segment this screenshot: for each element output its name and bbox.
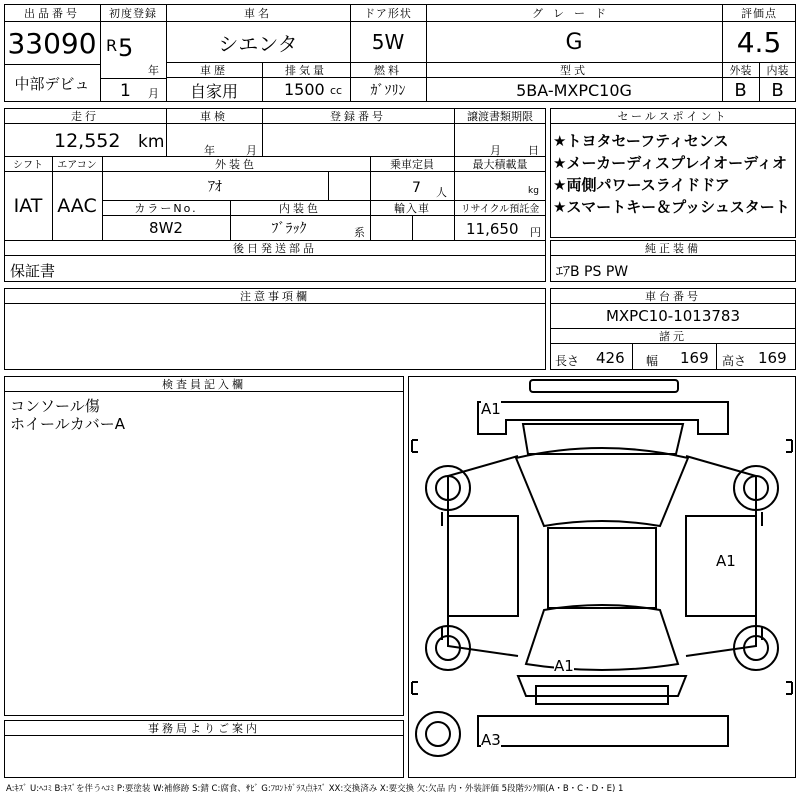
office-label: 事務局よりご案内 (4, 720, 404, 736)
recycle-unit: 円 (530, 226, 541, 239)
ext-label: 外装 (722, 62, 759, 78)
mileage-label: 走行 (4, 108, 166, 124)
reg-month-unit: 月 (148, 87, 159, 100)
car-name: シエンタ (218, 31, 298, 56)
capacity-label: 乗車定員 (370, 156, 454, 172)
equipment-value: ｴｱB PS PW (556, 264, 629, 280)
shift: IAT (13, 195, 43, 217)
score: 4.5 (736, 25, 782, 59)
width-label: 幅 (646, 354, 659, 368)
max-load-label: 最大積載量 (454, 156, 546, 172)
ext-grade: B (734, 79, 747, 101)
int-grade: B (771, 79, 784, 101)
sales-point-item: ★メーカーディスプレイオーディオ (553, 154, 787, 172)
lot-number: 33090 (7, 26, 97, 60)
int-color-unit: 系 (354, 226, 365, 239)
int-color: ﾌﾞﾗｯｸ (271, 221, 307, 237)
score-label: 評価点 (722, 4, 796, 22)
inspector-line: コンソール傷 (10, 397, 100, 415)
door-label: ドア形状 (350, 4, 426, 22)
sales-point-item: ★両側パワースライドドア (553, 176, 730, 194)
sales-point-item: ★トヨタセーフティセンス (553, 132, 729, 150)
chassis-number: MXPC10-1013783 (605, 307, 741, 325)
grade: G (565, 29, 583, 55)
model-label: 型式 (426, 62, 722, 78)
lot-label: 出品番号 (4, 4, 100, 22)
color-no: 8W2 (149, 219, 183, 237)
reg-year-unit: 年 (148, 64, 159, 77)
transfer-label: 譲渡書類期限 (454, 108, 546, 124)
length-label: 長さ (555, 354, 580, 368)
recycle-label: リサイクル預託金 (454, 200, 546, 216)
height-value: 169 (758, 349, 787, 367)
sales-points-box (550, 108, 796, 238)
car-name-label: 車名 (166, 4, 350, 22)
displacement: 1500 (284, 80, 325, 99)
inspection-label: 車検 (166, 108, 262, 124)
displacement-unit: cc (330, 84, 343, 97)
ac-label: エアコン (52, 156, 102, 172)
reg-no-label: 登録番号 (262, 108, 454, 124)
recycle: 11,650 (466, 220, 519, 238)
damage-mark: A1 (481, 400, 501, 418)
ext-color: ｱｵ (208, 179, 222, 195)
shift-label: シフト (4, 156, 52, 172)
transfer-day-unit: 日 (528, 144, 539, 157)
width-value: 169 (680, 349, 709, 367)
equipment-label: 純正装備 (550, 240, 796, 256)
import-label: 輸入車 (370, 200, 454, 216)
mileage: 12,552 (54, 130, 121, 152)
sales-point-item: ★スマートキー＆プッシュスタート (553, 198, 790, 216)
sales-points-label: セールスポイント (550, 108, 796, 124)
reg-month: 1 (120, 81, 131, 101)
inspection-year-unit: 年 (204, 144, 215, 157)
length-value: 426 (596, 349, 625, 367)
model: 5BA-MXPC10G (516, 80, 632, 100)
displacement-label: 排気量 (262, 62, 350, 78)
dims-label: 諸元 (550, 328, 796, 344)
ac: AAC (57, 195, 97, 217)
transfer-month-unit: 月 (490, 144, 501, 157)
reg-label: 初度登録 (100, 4, 166, 22)
debut-text: 中部デビュ (14, 74, 90, 93)
reg-era: R (106, 36, 118, 55)
car-diagram (408, 376, 796, 778)
notes-label: 注意事項欄 (4, 288, 546, 304)
capacity: 7 (412, 180, 421, 196)
height-label: 高さ (722, 354, 747, 368)
history-label: 車歴 (166, 62, 262, 78)
max-load-unit: kg (528, 186, 539, 196)
history: 自家用 (189, 81, 238, 101)
fuel-label: 燃料 (350, 62, 426, 78)
inspector-label: 検査員記入欄 (4, 376, 404, 392)
legend-text: A:ｷｽﾞ U:ﾍｺﾐ B:ｷｽﾞを伴うﾍｺﾐ P:要塗装 W:補修跡 S:錆 C:腐食、ｻﾋﾞ G:ﾌﾛﾝﾄｶﾞﾗｽ点ｷｽﾞ XX:交換済み X:要交換 欠:欠品 内・外装評価 5段階ﾗﾝｸ順(A・B・C・D・E) 1 (6, 784, 624, 794)
inspector-line: ホイールカバーA (10, 415, 125, 433)
damage-mark: A1 (554, 657, 574, 675)
int-label: 内装 (759, 62, 796, 78)
inspection-month-unit: 月 (246, 144, 257, 157)
int-color-label: 内装色 (230, 200, 370, 216)
damage-mark: A1 (716, 552, 736, 570)
capacity-unit: 人 (436, 186, 447, 199)
reg-year: 5 (118, 34, 134, 62)
color-no-label: カラーNo. (102, 200, 230, 216)
ext-color-label: 外装色 (102, 156, 370, 172)
later-parts-label: 後日発送部品 (4, 240, 546, 256)
mileage-unit: km (138, 132, 165, 152)
grade-label: グレード (426, 4, 722, 22)
fuel: ｶﾞｿﾘﾝ (370, 83, 406, 99)
door-type: 5W (371, 30, 405, 54)
damage-mark: A3 (481, 731, 501, 749)
chassis-label: 車台番号 (550, 288, 796, 304)
later-parts: 保証書 (10, 262, 56, 280)
